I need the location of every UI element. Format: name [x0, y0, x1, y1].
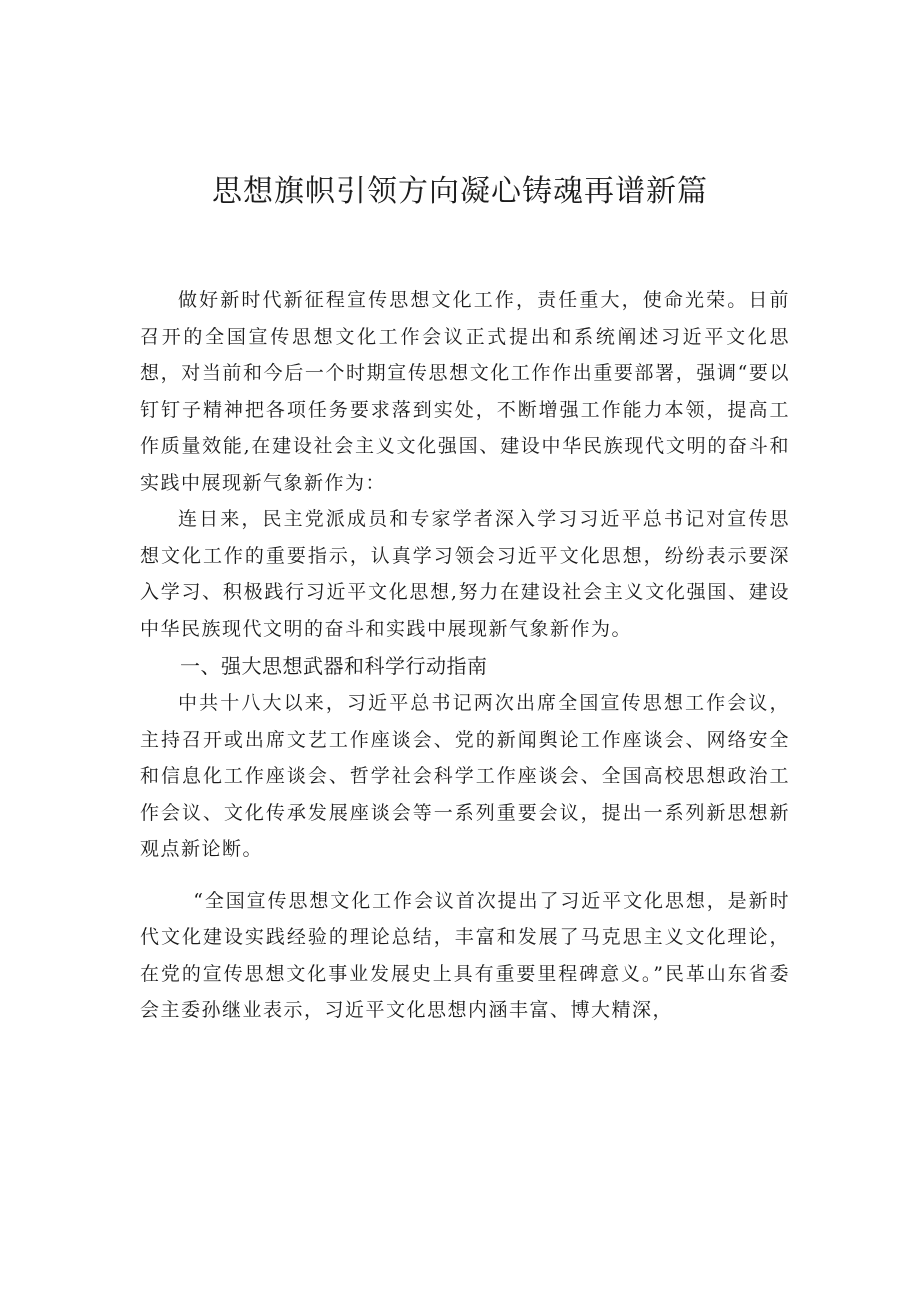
intro-paragraph: 做好新时代新征程宣传思想文化工作，责任重大，使命光荣。日前召开的全国宣传思想文化工作会议正式提出和系统阐述习近平文化思想，对当前和今后一个时期宣传思想文化工作作出重要部署，强调“要以钉钉子精神把各项任务要求落到实处，不断增强工作能力本领，提高工作质量效能,在建设社会主义文化强国、建设中华民族现代文明的奋斗和实践中展现新气象新作为： — [140, 289, 790, 494]
document-body — [140, 282, 790, 1029]
section-paragraph: 中共十八大以来，习近平总书记两次出席全国宣传思想工作会议，主持召开或出席文艺工作座谈会、党的新闻舆论工作座谈会、网络安全和信息化工作座谈会、哲学社会科学工作座谈会、全国高校思想政治工作会议、文化传承发展座谈会等一系列重要会议，提出一系列新思想新观点新论断。 — [140, 692, 790, 860]
intro-paragraph: 连日来，民主党派成员和专家学者深入学习习近平总书记对宣传思想文化工作的重要指示，认真学习领会习近平文化思想，纷纷表示要深入学习、积极践行习近平文化思想,努力在建设社会主义文化强国、建设中华民族现代文明的奋斗和实践中展现新气象新作为。 — [140, 508, 790, 640]
section-heading: 一、强大思想武器和科学行动指南 — [180, 654, 488, 678]
section-paragraph: “全国宣传思想文化工作会议首次提出了习近平文化思想，是新时代文化建设实践经验的理论总结，丰富和发展了马克思主义文化理论，在党的宣传思想文化事业发展史上具有重要里程碑意义。”民革山东省委会主委孙继业表示，习近平文化思想内涵丰富、博大精深， — [140, 889, 790, 1021]
document-title: 思想旗帜引领方向凝心铸魂再谱新篇 — [212, 174, 708, 209]
